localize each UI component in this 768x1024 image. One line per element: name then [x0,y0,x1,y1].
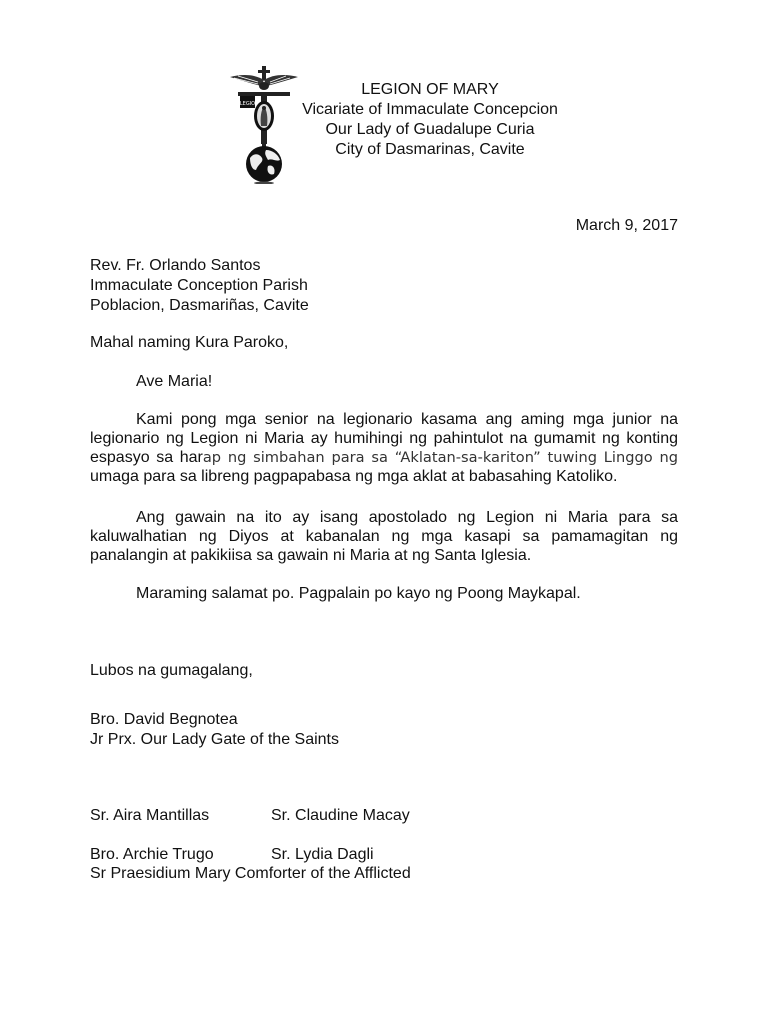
curia-line: Our Lady of Guadalupe Curia [325,121,535,138]
cosigner-aira: Sr. Aira Mantillas [90,807,210,824]
letterhead [290,80,570,160]
praesidium-line: Sr Praesidium Mary Comforter of the Afflicted [90,865,411,882]
body-paragraph-3 [90,584,678,603]
city-line: City of Dasmarinas, Cavite [335,141,525,158]
signatory-title: Jr Prx. Our Lady Gate of the Saints [90,731,339,748]
paragraph-1-text-b: ap ng simbahan para sa “Aklatan-sa-kariton” tuwing Linggo ng [202,449,678,466]
paragraph-3-text: Maraming salamat po. Pagpalain po kayo ng Poong Maykapal. [136,585,581,602]
recipient-name: Rev. Fr. Orlando Santos [90,257,261,274]
signatory-block [90,710,339,750]
salutation: Mahal naming Kura Paroko, [90,334,289,351]
recipient-address: Poblacion, Dasmariñas, Cavite [90,297,309,314]
paragraph-1-text-c: umaga para sa libreng pagpapabasa ng mga aklat at babasahing Katoliko. [90,468,618,485]
emblem-banner-text: LEGIO [239,101,256,107]
recipient-block [90,256,309,316]
closing: Lubos na gumagalang, [90,662,253,679]
cosigner-claudine: Sr. Claudine Macay [271,807,410,824]
letter-date: March 9, 2017 [575,217,678,234]
signatory-name: Bro. David Begnotea [90,711,238,728]
recipient-parish: Immaculate Conception Parish [90,277,308,294]
cosigner-archie: Bro. Archie Trugo [90,846,214,863]
vicariate-line: Vicariate of Immaculate Concepcion [302,101,558,118]
body-paragraph-2 [90,508,678,565]
cosigner-lydia: Sr. Lydia Dagli [271,846,374,863]
greeting: Ave Maria! [136,373,213,390]
organization-name: LEGION OF MARY [361,81,499,98]
paragraph-1-text-a: Kami pong mga senior na legionario kasama ang aming mga junior na legionario ng Legion ni Maria ay humihingi ng pahintulot na gumamit ng konting espasyo sa har [90,411,678,466]
body-paragraph-1 [90,410,678,486]
paragraph-2-text: Ang gawain na ito ay isang apostolado ng Legion ni Maria para sa kaluwalhatian ng Diyos at kabanalan ng mga kasapi sa pamamagitan ng panalangin at pakikiisa sa gawain ni Maria at ng Santa Iglesia. [90,509,678,564]
